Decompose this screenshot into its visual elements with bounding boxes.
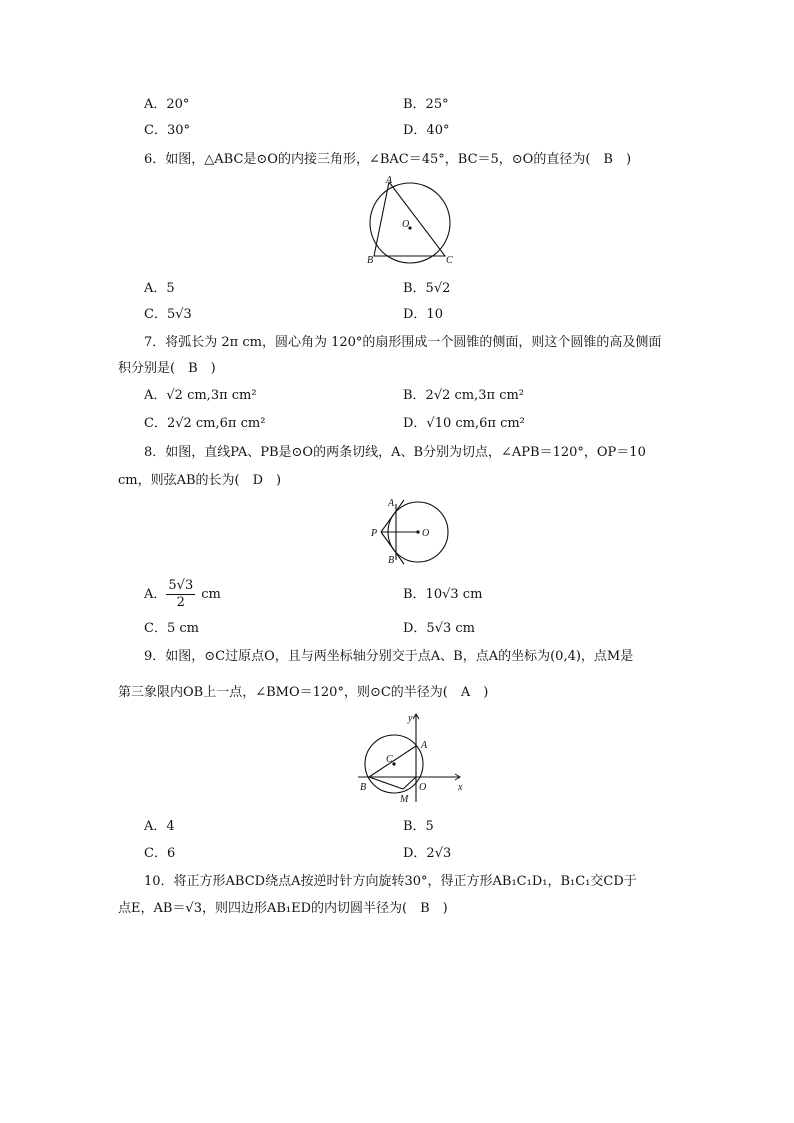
q7-stem-line-2: 积分别是( B ) <box>118 361 216 376</box>
q5-option-a: A．20° <box>144 97 190 112</box>
q9-coordinate-figure <box>350 710 470 806</box>
q9-label-x: x <box>458 782 463 793</box>
q7-option-c: C．2√2 cm,6π cm² <box>144 416 266 431</box>
q10-stem-line-2: 点E，AB＝√3，则四边形AB₁ED的内切圆半径为( B ) <box>118 901 448 916</box>
q8-option-b: B．10√3 cm <box>403 587 483 602</box>
q8-center-dot <box>416 530 419 533</box>
q6-label-o: O <box>402 219 410 230</box>
q9-segment-mo <box>403 777 416 789</box>
q8-option-a-numerator: 5√3 <box>168 578 194 593</box>
q9-stem-line-2: 第三象限内OB上一点，∠BMO＝120°，则⊙C的半径为( A ) <box>118 685 489 700</box>
q6-option-a: A．5 <box>144 281 175 296</box>
q10-stem-line-1: 10．将正方形ABCD绕点A按逆时针方向旋转30°，得正方形AB₁C₁D₁，B₁C₁交CD于 <box>144 874 637 889</box>
q9-segment-bm <box>369 777 403 789</box>
q7-option-d: D．√10 cm,6π cm² <box>403 416 525 431</box>
q9-label-m: M <box>400 794 409 805</box>
q7-option-a: A．√2 cm,3π cm² <box>144 388 257 403</box>
q8-option-c: C．5 cm <box>144 621 199 636</box>
q6-stem: 6．如图，△ABC是⊙O的内接三角形，∠BAC＝45°，BC＝5，⊙O的直径为( B ) <box>144 152 632 167</box>
q6-circle <box>370 183 450 263</box>
q8-label-o: O <box>422 528 430 539</box>
q6-label-a: A <box>386 175 393 186</box>
q7-option-b: B．2√2 cm,3π cm² <box>403 388 525 403</box>
q6-label-b: B <box>367 255 374 266</box>
q8-option-a-prefix: A． <box>144 587 167 602</box>
q9-label-o: O <box>419 782 427 793</box>
q7-stem-line-1: 7．将弧长为 2π cm，圆心角为 120°的扇形围成一个圆锥的侧面，则这个圆锥的高及侧面 <box>144 335 662 350</box>
q8-option-a-unit: cm <box>201 587 221 602</box>
q9-label-a: A <box>421 740 428 751</box>
q6-label-c: C <box>446 255 453 266</box>
q9-label-c: C <box>386 754 393 765</box>
q8-tangent-figure <box>366 494 456 568</box>
q9-label-b: B <box>360 782 367 793</box>
q8-label-b: B <box>388 555 395 566</box>
q9-option-d: D．2√3 <box>403 846 452 861</box>
q9-center-dot <box>392 762 395 765</box>
q9-stem-line-1: 9．如图，⊙C过原点O，且与两坐标轴分别交于点A、B，点A的坐标为(0,4)，点M是 <box>144 649 634 664</box>
q6-triangle <box>374 182 445 256</box>
q9-option-a: A．4 <box>144 819 175 834</box>
q8-option-d: D．5√3 cm <box>403 621 475 636</box>
q6-option-d: D．10 <box>403 307 443 322</box>
q8-option-a-denominator: 2 <box>176 595 185 610</box>
q5-option-d: D．40° <box>403 123 450 138</box>
q5-option-c: C．30° <box>144 123 190 138</box>
q8-stem-line-2: cm，则弦AB的长为( D ) <box>118 473 282 488</box>
q8-option-a-fraction <box>166 578 195 611</box>
q9-option-c: C．6 <box>144 846 176 861</box>
q9-option-b: B．5 <box>403 819 434 834</box>
q6-circle-triangle-figure <box>362 173 458 267</box>
q5-option-b: B．25° <box>403 97 449 112</box>
q8-option-a <box>144 578 221 611</box>
q6-option-c: C．5√3 <box>144 307 192 322</box>
q9-label-y: y <box>408 713 413 724</box>
q6-option-b: B．5√2 <box>403 281 451 296</box>
q8-label-a: A <box>388 498 395 509</box>
q8-stem-line-1: 8．如图，直线PA、PB是⊙O的两条切线，A、B分别为切点，∠APB＝120°，OP＝10 <box>144 445 646 460</box>
q8-label-p: P <box>371 528 378 539</box>
